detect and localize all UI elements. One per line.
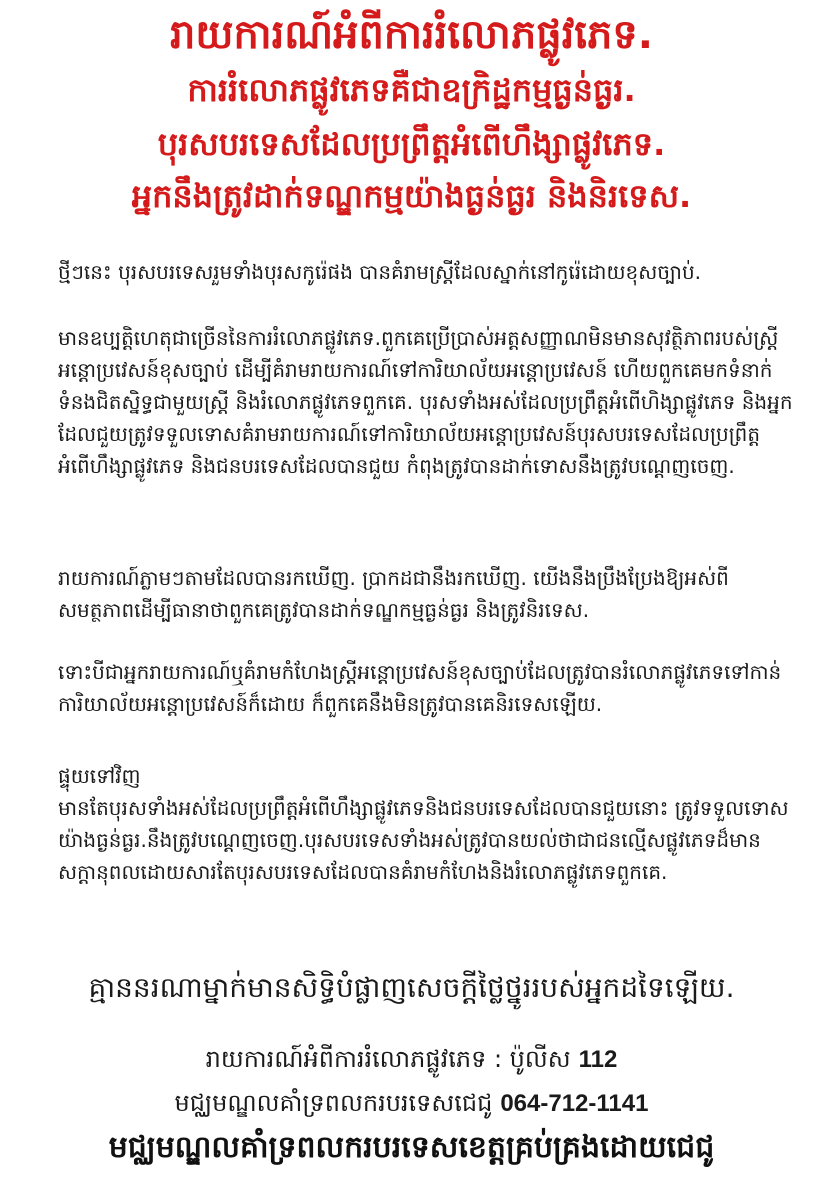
paragraph-incidents (58, 322, 798, 482)
footer-organization: មជ្ឈមណ្ឌលគាំទ្រពលករបរទេសខេត្តគ្រប់គ្រងដោយជេជូ (108, 1130, 715, 1165)
contact-support-number: 064-712-1141 (500, 1090, 649, 1117)
paragraph-no-deportation (58, 656, 798, 720)
contact-police-label: រាយការណ៍អំពីការរំលោភផ្លូវភេទ : ប៉ូលីស (205, 1045, 571, 1073)
paragraph-intro (58, 256, 798, 288)
headline-line-2: ការរំលោភផ្លូវភេទគឺជាឧក្រិដ្ឋកម្មធ្ងន់ធ្ងរ. (187, 71, 636, 109)
headline-title: រាយការណ៍អំពីការរំលោភផ្លូវភេទ. (170, 12, 653, 58)
headline-line-4: អ្នកនឹងត្រូវដាក់ទណ្ឌកម្មយ៉ាងធ្ងន់ធ្ងរ និងនិរទេស. (131, 177, 692, 215)
contact-support-center (0, 1088, 823, 1123)
paragraph-intro-text: ថ្មីៗនេះ បុរសបរទេសរួមទាំងបុរសកូរ៉េផង បានគំរាមស្ត្រីដែលស្នាក់នៅកូរ៉េដោយខុសច្បាប់. (58, 260, 701, 284)
paragraph-conversely-heading: ផ្ទុយទៅវិញ (58, 764, 141, 788)
paragraph-report-immediately (58, 562, 798, 626)
contact-support-label: មជ្ឈមណ្ឌលគាំទ្រពលករបរទេសជេជូ (174, 1089, 493, 1117)
headline-line-3: បុរសបរទេសដែលប្រព្រឹត្តអំពើហឹង្សាផ្លូវភេទ. (157, 125, 666, 163)
paragraph-report-text: រាយការណ៍ភ្លាមៗតាមដែលបានរកឃើញ. ប្រាកដជានឹងរកឃើញ. យើងនឹងប្រឹងប្រែងឱ្យអស់ពីសមត្ថភាពដើម្បីធានាថាពួកគេត្រូវបានដាក់ទណ្ឌកម្មធ្ងន់ធ្ងរ និងត្រូវនិរទេស. (58, 566, 729, 622)
paragraph-no-deportation-text: ទោះបីជាអ្នករាយការណ៍ឬគំរាមកំហែងស្ត្រីអន្តោប្រវេសន៍ខុសច្បាប់ដែលត្រូវបានរំលោភផ្លូវភេទទៅកាន់ការិយាល័យអន្តោប្រវេសន៍ក៏ដោយ ក៏ពួកគេនឹងមិនត្រូវបានគេនិរទេសឡើយ. (58, 660, 782, 716)
contact-police-number: 112 (578, 1046, 618, 1073)
closing-statement: គ្មាននរណាម្នាក់មានសិទ្ធិបំផ្លាញសេចក្តីថ្លៃថ្នូររបស់អ្នកដទៃឡើយ. (88, 971, 735, 1004)
paragraph-incidents-text: មានឧប្បត្តិហេតុជាច្រើននៃការរំលោភផ្លូវភេទ.ពួកគេប្រើប្រាស់អត្តសញ្ញាណមិនមានសុវត្ថិភាពរបស់ស្ត្រីអន្តោប្រវេសន៍ខុសច្បាប់ ដើម្បីគំរាមរាយការណ៍ទៅការិយាល័យអន្តោប្រវេសន៍ ហើយពួកគេមកទំនាក់ទំនងជិតស្និទ្ធជាមួយស្ត្រី និងរំលោភផ្លូវភេទពួកគេ. បុរសទាំងអស់ដែលប្រព្រឹត្តអំពើហិង្សាផ្លូវភេទ និងអ្នកដែលជួយត្រូវទទួលទោសគំរាមរាយការណ៍ទៅការិយាល័យអន្តោប្រវេសន៍បុរសបរទេសដែលប្រព្រឹត្តអំពើហឹង្សាផ្លូវភេទ និងជនបរទេសដែលបានជួយ កំពុងត្រូវបានដាក់ទោសនឹងត្រូវបណ្តេញចេញ. (58, 326, 793, 478)
paragraph-conversely-text: មានតែបុរសទាំងអស់ដែលប្រព្រឹត្តអំពើហឹង្សាផ្លូវភេទនិងជនបរទេសដែលបានជួយនោះ ត្រូវទទួលទោសយ៉ាងធ្ងន់ធ្ងរ.នឹងត្រូវបណ្តេញចេញ.បុរសបរទេសទាំងអស់ត្រូវបានយល់ថាជាជនល្មើសផ្លូវភេទដ៏មានសក្តានុពលដោយសារតែបុរសបរទេសដែលបានគំរាមកំហែងនិងរំលោភផ្លូវភេទពួកគេ. (58, 796, 789, 884)
paragraph-conversely (58, 760, 798, 888)
contact-police (0, 1044, 823, 1079)
